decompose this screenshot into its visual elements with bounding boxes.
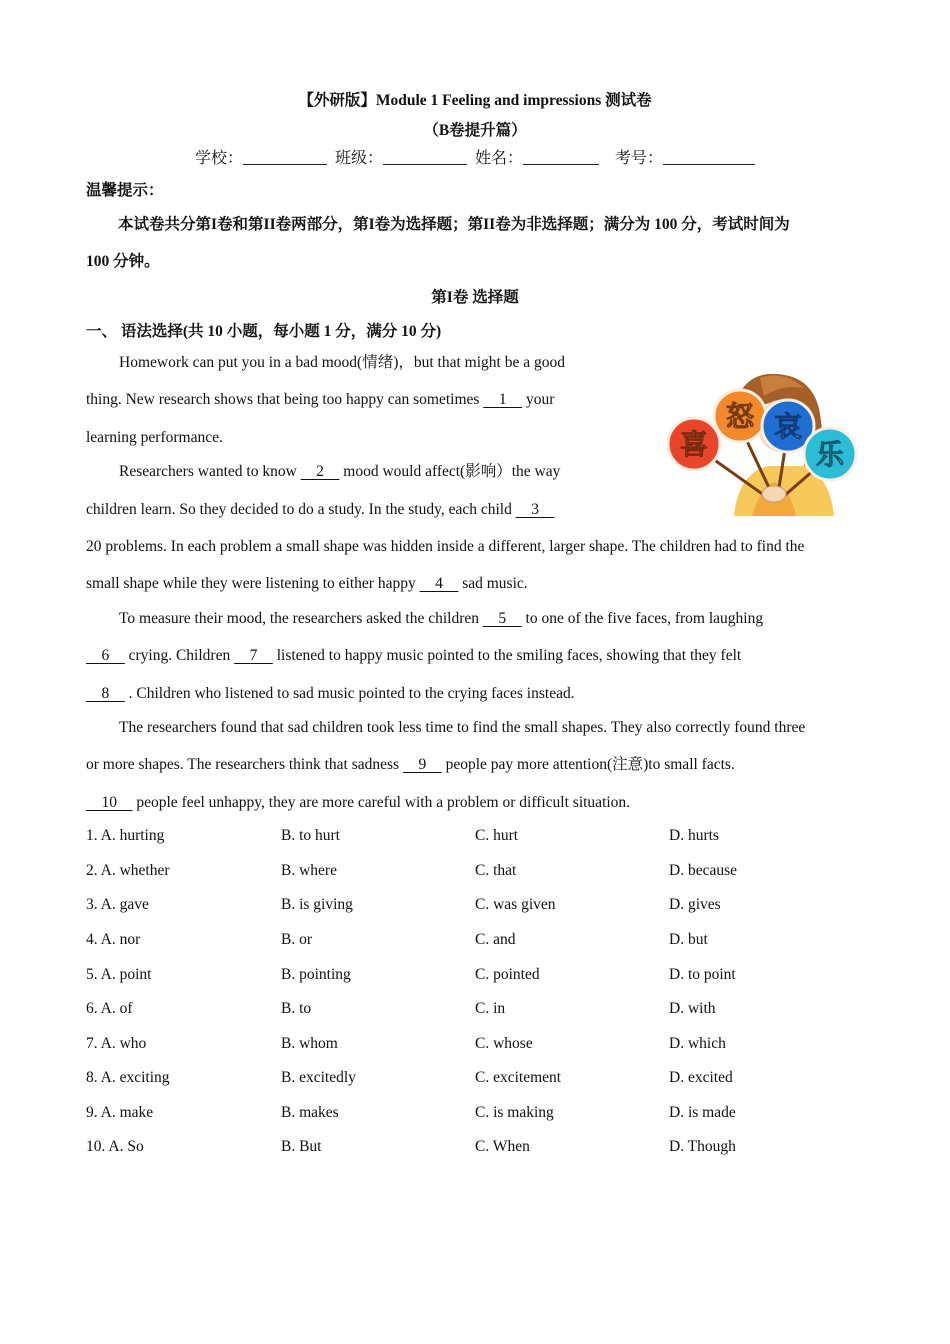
blank-8[interactable]: 8	[86, 685, 125, 702]
page-subtitle: （B卷提升篇）	[423, 122, 527, 139]
sign-happiness-char: 乐	[815, 438, 845, 471]
question-8-option-d[interactable]: D. excited	[669, 1069, 733, 1086]
question-1-option-a[interactable]: 1. A. hurting	[86, 827, 165, 844]
question-2-option-a[interactable]: 2. A. whether	[86, 862, 170, 879]
passage-line-7: small shape while they were listening to either happy 4 sad music.	[86, 575, 528, 592]
question-10-option-c[interactable]: C. When	[475, 1138, 530, 1155]
question-2-option-c[interactable]: C. that	[475, 862, 517, 879]
question-10-option-b[interactable]: B. But	[281, 1138, 322, 1155]
school-field[interactable]: 学校：	[195, 150, 327, 167]
question-5-option-d[interactable]: D. to point	[669, 966, 736, 983]
notice-heading: 温馨提示：	[86, 182, 164, 199]
question-8-option-a[interactable]: 8. A. exciting	[86, 1069, 170, 1086]
section-title: 一、 语法选择(共 10 小题，每小题 1 分，满分 10 分)	[86, 323, 442, 340]
passage-line-1: Homework can put you in a bad mood(情绪)，but that might be a good	[119, 354, 565, 371]
question-4-option-a[interactable]: 4. A. nor	[86, 931, 141, 948]
question-7-option-c[interactable]: C. whose	[475, 1035, 533, 1052]
blank-3[interactable]: 3	[515, 501, 555, 518]
question-9-option-a[interactable]: 9. A. make	[86, 1104, 154, 1121]
question-3-option-a[interactable]: 3. A. gave	[86, 896, 149, 913]
exam-number-field[interactable]: 考号：	[615, 150, 755, 167]
sign-joy-char: 喜	[679, 428, 709, 461]
passage-line-10: 8 . Children who listened to sad music pointed to the crying faces instead.	[86, 685, 575, 702]
question-1-option-b[interactable]: B. to hurt	[281, 827, 340, 844]
name-field[interactable]: 姓名：	[475, 150, 599, 167]
question-2-option-b[interactable]: B. where	[281, 862, 337, 879]
blank-2[interactable]: 2	[300, 463, 340, 480]
sign-sorrow-char: 哀	[773, 410, 803, 443]
question-5-option-c[interactable]: C. pointed	[475, 966, 540, 983]
passage-line-8: To measure their mood, the researchers asked the children 5 to one of the five faces, from laughing	[119, 610, 764, 627]
passage-line-2: thing. New research shows that being too happy can sometimes 1 your	[86, 391, 555, 408]
passage-line-13: 10 people feel unhappy, they are more careful with a problem or difficult situation.	[86, 794, 631, 811]
question-2-option-d[interactable]: D. because	[669, 862, 737, 879]
passage-line-4: Researchers wanted to know 2 mood would affect(影响）the way	[119, 463, 561, 480]
page-title: 【外研版】Module 1 Feeling and impressions 测试卷	[298, 92, 652, 109]
blank-7[interactable]: 7	[234, 647, 273, 664]
blank-9[interactable]: 9	[402, 756, 442, 773]
question-8-option-b[interactable]: B. excitedly	[281, 1069, 356, 1086]
question-6-option-d[interactable]: D. with	[669, 1000, 716, 1017]
blank-6[interactable]: 6	[86, 647, 125, 664]
question-9-option-c[interactable]: C. is making	[475, 1104, 554, 1121]
question-4-option-b[interactable]: B. or	[281, 931, 312, 948]
question-6-option-c[interactable]: C. in	[475, 1000, 506, 1017]
blank-5[interactable]: 5	[482, 610, 522, 627]
notice-line-2: 100 分钟。	[86, 253, 160, 270]
question-4-option-d[interactable]: D. but	[669, 931, 708, 948]
question-9-option-d[interactable]: D. is made	[669, 1104, 736, 1121]
passage-line-9: 6 crying. Children 7 listened to happy music pointed to the smiling faces, showing that they felt	[86, 647, 742, 664]
question-6-option-a[interactable]: 6. A. of	[86, 1000, 133, 1017]
question-7-option-a[interactable]: 7. A. who	[86, 1035, 147, 1052]
question-1-option-c[interactable]: C. hurt	[475, 827, 519, 844]
question-1-option-d[interactable]: D. hurts	[669, 827, 719, 844]
question-3-option-b[interactable]: B. is giving	[281, 896, 353, 913]
question-4-option-c[interactable]: C. and	[475, 931, 516, 948]
blank-4[interactable]: 4	[419, 575, 459, 592]
notice-line-1: 本试卷共分第I卷和第II卷两部分，第I卷为选择题；第II卷为非选择题；满分为 100 分，考试时间为	[118, 216, 790, 233]
part-title: 第I卷 选择题	[431, 289, 519, 306]
class-blank	[383, 150, 467, 165]
question-3-option-d[interactable]: D. gives	[669, 896, 721, 913]
passage-line-11: The researchers found that sad children took less time to find the small shapes. They also correctly found three	[119, 719, 806, 736]
sign-anger-char: 怒	[725, 400, 755, 433]
passage-line-3: learning performance.	[86, 429, 223, 446]
question-5-option-b[interactable]: B. pointing	[281, 966, 351, 983]
exam-number-blank	[663, 150, 755, 165]
question-10-option-d[interactable]: D. Though	[669, 1138, 736, 1155]
question-6-option-b[interactable]: B. to	[281, 1000, 312, 1017]
question-3-option-c[interactable]: C. was given	[475, 896, 556, 913]
emotions-illustration	[664, 370, 860, 516]
blank-10[interactable]: 10	[86, 794, 133, 811]
question-7-option-b[interactable]: B. whom	[281, 1035, 338, 1052]
passage-line-5: children learn. So they decided to do a study. In the study, each child 3	[86, 501, 555, 518]
question-5-option-a[interactable]: 5. A. point	[86, 966, 152, 983]
passage-line-12: or more shapes. The researchers think that sadness 9 people pay more attention(注意)to small facts.	[86, 756, 735, 773]
question-7-option-d[interactable]: D. which	[669, 1035, 726, 1052]
school-blank	[243, 150, 327, 165]
student-info-row	[0, 145, 950, 168]
question-8-option-c[interactable]: C. excitement	[475, 1069, 562, 1086]
class-field[interactable]: 班级：	[335, 150, 467, 167]
question-9-option-b[interactable]: B. makes	[281, 1104, 339, 1121]
name-blank	[523, 150, 599, 165]
passage-line-6: 20 problems. In each problem a small shape was hidden inside a different, larger shape. The children had to find the	[86, 538, 805, 555]
blank-1[interactable]: 1	[483, 391, 523, 408]
question-10-option-a[interactable]: 10. A. So	[86, 1138, 144, 1155]
